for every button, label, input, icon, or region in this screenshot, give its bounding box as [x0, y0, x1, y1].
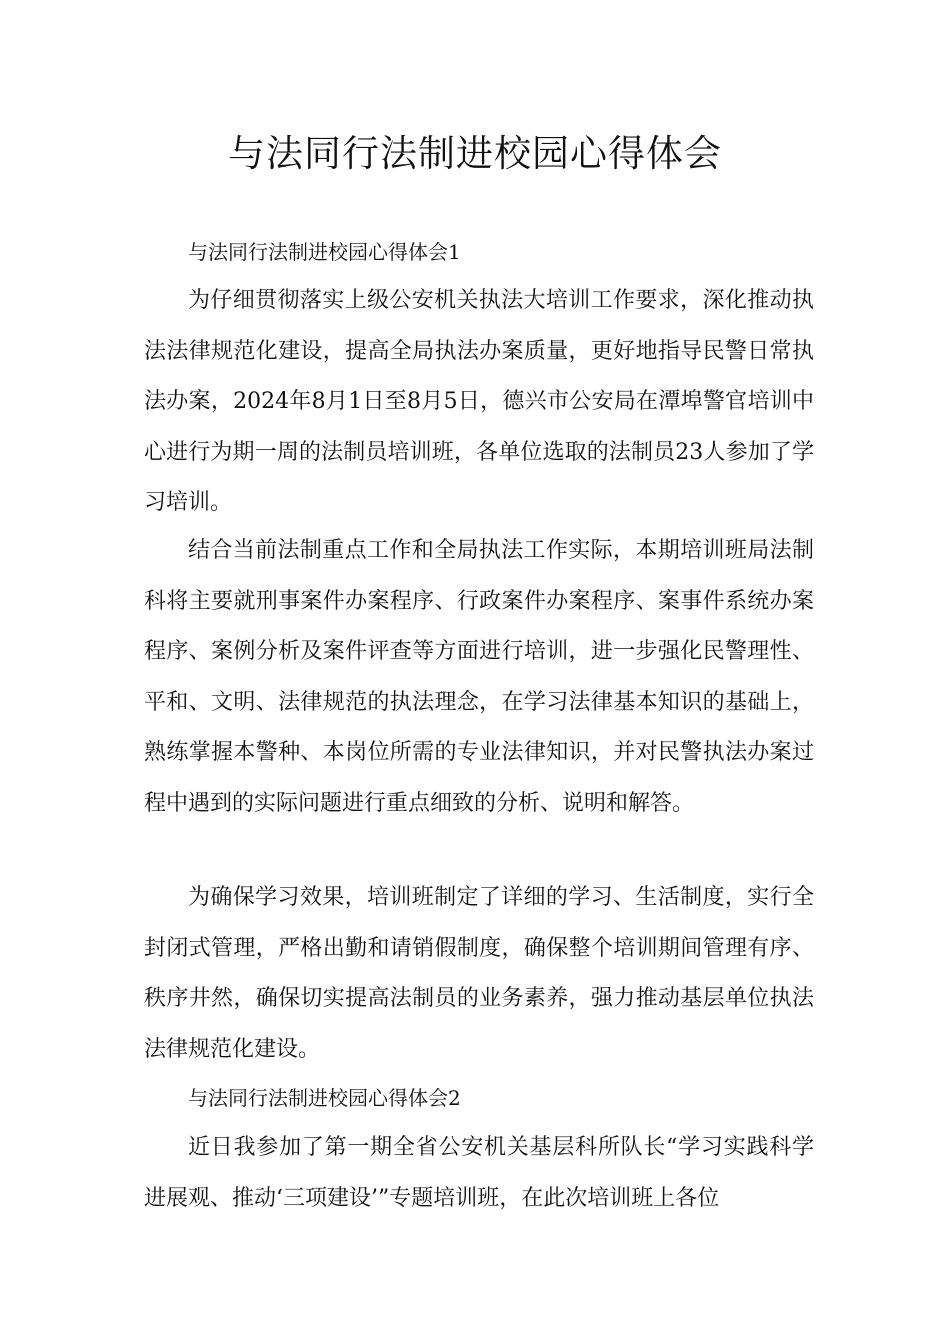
section-2-heading: 与法同行法制进校园心得体会2	[188, 1086, 461, 1110]
document-title: 与法同行法制进校园心得体会	[228, 132, 722, 175]
section-1-paragraph-2: 结合当前法制重点工作和全局执法工作实际，本期培训班局法制科将主要就刑事案件办案程序、行政案件办案程序、案事件系统办案程序、案例分析及案件评查等方面进行培训，进一步强化民警理性、平和、文明、法律规范的执法理念，在学习法律基本知识的基础上，熟练掌握本警种、本岗位所需的专业法律知识，并对民警执法办案过程中遇到的实际问题进行重点细致的分析、说明和解答。	[144, 538, 814, 816]
section-1-heading: 与法同行法制进校园心得体会1	[188, 240, 461, 264]
section-1-paragraph-3: 为确保学习效果，培训班制定了详细的学习、生活制度，实行全封闭式管理，严格出勤和请销假制度，确保整个培训期间管理有序、秩序井然，确保切实提高法制员的业务素养，强力推动基层单位执法法律规范化建设。	[144, 885, 814, 1062]
section-1-paragraph-1: 为仔细贯彻落实上级公安机关执法大培训工作要求，深化推动执法法律规范化建设，提高全局执法办案质量，更好地指导民警日常执法办案，2024年8月1日至8月5日，德兴市公安局在潭埠警官培训中心进行为期一周的法制员培训班，各单位选取的法制员23人参加了学习培训。	[144, 288, 814, 515]
section-2-paragraph-1: 近日我参加了第一期全省公安机关基层科所队长“学习实践科学进展观、推动‘三项建设’”专题培训班，在此次培训班上各位	[144, 1135, 814, 1211]
